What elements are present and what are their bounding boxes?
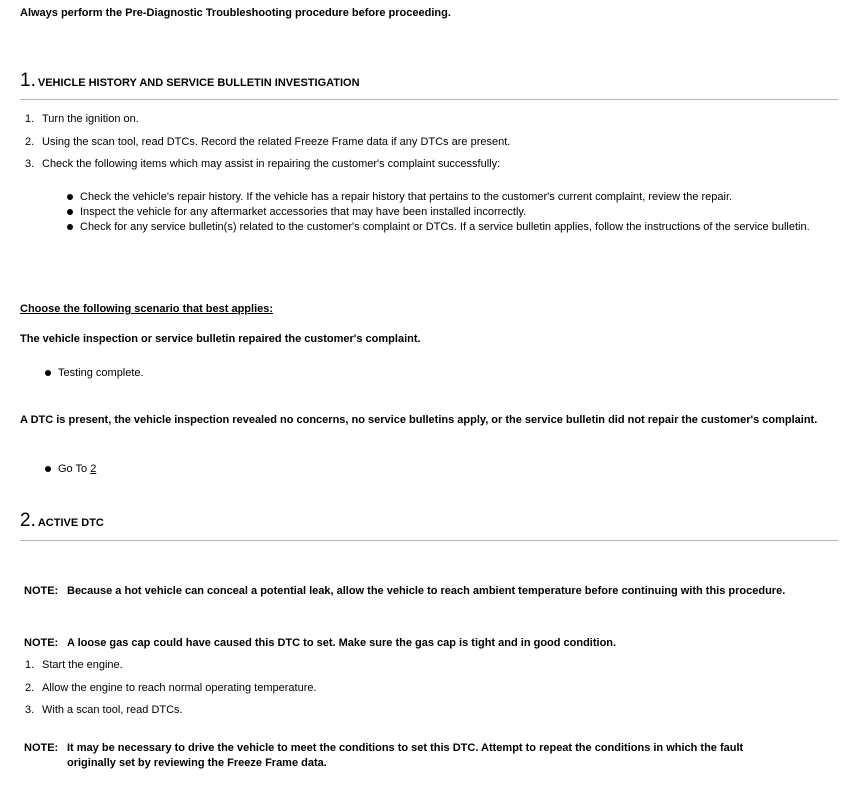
section-1-heading <box>20 70 360 92</box>
note-1 <box>24 584 787 599</box>
step-number: 1. <box>25 659 35 671</box>
check-item-text: Check the vehicle's repair history. If the vehicle has a repair history that pertains to the customer's current complaint, review the repair. <box>80 191 733 203</box>
note-text: Because a hot vehicle can conceal a potential leak, allow the vehicle to reach ambient temperature before continuing with this procedure. <box>67 585 786 597</box>
section-2-heading <box>20 510 104 532</box>
scenario-2-bullet <box>44 462 96 477</box>
section-2-number: 2. <box>20 510 36 531</box>
step-text: Turn the ignition on. <box>42 113 139 125</box>
list-item <box>66 220 826 235</box>
check-item-text: Check for any service bulletin(s) related to the customer's complaint or DTCs. If a service bulletin applies, follow the instructions of the service bulletin. <box>80 221 810 233</box>
scenario-2-text: A DTC is present, the vehicle inspection revealed no concerns, no service bulletins apply, or the service bulletin did not repair the customer's complaint. <box>20 414 818 426</box>
note-3 <box>24 741 787 771</box>
note-label: NOTE: <box>24 585 59 597</box>
list-item <box>66 190 826 205</box>
section-1-step-3 <box>25 158 500 170</box>
section-1-number: 1. <box>20 70 36 91</box>
section-1-step-1 <box>25 113 139 125</box>
section-2-step-1 <box>25 659 123 671</box>
note-2 <box>24 636 787 651</box>
scenario-1-bullet <box>44 366 144 381</box>
note-text: It may be necessary to drive the vehicle to meet the conditions to set this DTC. Attempt to repeat the conditions in which the fault originally set by reviewing the Freeze Frame data. <box>67 742 744 769</box>
section-2-step-3 <box>25 704 183 716</box>
step-text: Allow the engine to reach normal operating temperature. <box>42 682 317 694</box>
section-1-divider <box>20 99 838 100</box>
note-label: NOTE: <box>24 637 59 649</box>
go-to-step-2-link[interactable]: 2 <box>90 463 97 475</box>
section-2-title: ACTIVE DTC <box>37 517 104 529</box>
step-text: Start the engine. <box>42 659 123 671</box>
step-text: With a scan tool, read DTCs. <box>42 704 183 716</box>
step-text: Check the following items which may assist in repairing the customer's complaint successfully: <box>42 158 501 170</box>
bullet-icon <box>44 462 58 477</box>
section-2-step-2 <box>25 682 317 694</box>
section-2-divider <box>20 540 838 541</box>
bullet-icon <box>44 366 58 381</box>
check-list <box>66 190 826 235</box>
step-number: 2. <box>25 136 35 148</box>
note-text: A loose gas cap could have caused this DTC to set. Make sure the gas cap is tight and in good condition. <box>67 637 617 649</box>
scenario-1-text: The vehicle inspection or service bulletin repaired the customer's complaint. <box>20 333 421 345</box>
step-number: 2. <box>25 682 35 694</box>
step-number: 3. <box>25 158 35 170</box>
scenario-1-result: Testing complete. <box>58 367 144 379</box>
step-text: Using the scan tool, read DTCs. Record the related Freeze Frame data if any DTCs are present. <box>42 136 511 148</box>
step-number: 3. <box>25 704 35 716</box>
scenario-heading: Choose the following scenario that best applies: <box>20 303 274 315</box>
bullet-icon <box>66 190 80 205</box>
check-item-text: Inspect the vehicle for any aftermarket accessories that may have been installed incorrectly. <box>80 206 527 218</box>
section-1-title: VEHICLE HISTORY AND SERVICE BULLETIN INVESTIGATION <box>37 77 360 89</box>
bullet-icon <box>66 220 80 235</box>
go-to-label: Go To <box>58 463 88 475</box>
intro-text: Always perform the Pre-Diagnostic Troubleshooting procedure before proceeding. <box>20 7 451 19</box>
step-number: 1. <box>25 113 35 125</box>
list-item <box>66 205 826 220</box>
bullet-icon <box>66 205 80 220</box>
section-1-step-2 <box>25 136 510 148</box>
note-label: NOTE: <box>24 742 59 754</box>
